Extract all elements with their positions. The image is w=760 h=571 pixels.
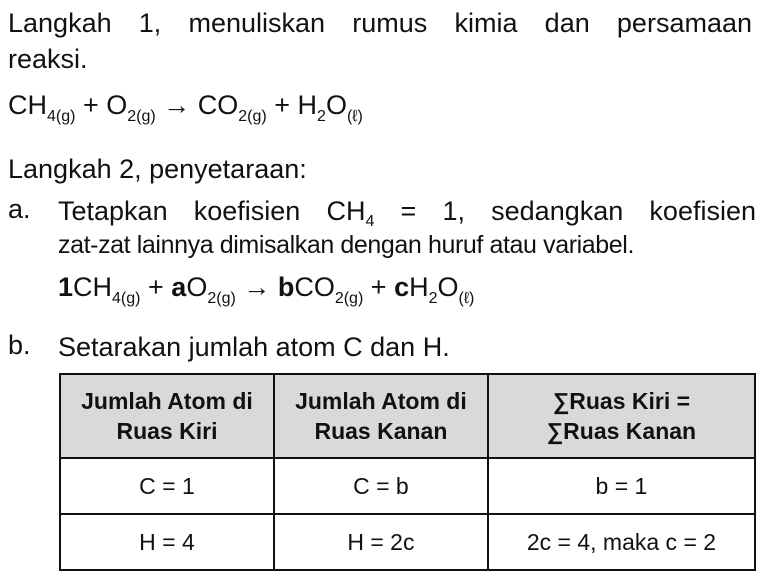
- atom-count-table: [59, 373, 756, 571]
- eq1-ch4: CH: [8, 90, 47, 120]
- table-header-right: [274, 374, 488, 458]
- eq1-o2: O: [106, 90, 128, 120]
- eq2-arrow: →: [243, 272, 271, 302]
- item-a-line2: zat-zat lainnya dimisalkan dengan huruf atau variabel.: [58, 231, 634, 259]
- eq2-h2o-state: (ℓ): [458, 290, 475, 307]
- eq2-h2o-sub2: 2: [428, 290, 438, 307]
- eq2-o2: O: [186, 272, 208, 302]
- step2-title: Langkah 2, penyetaraan:: [8, 154, 307, 184]
- table-cell: b = 1: [488, 458, 755, 514]
- eq1-h2o-sub2: 2: [317, 108, 326, 125]
- eq1-co2-state: 2(g): [238, 108, 267, 125]
- header-right-line2: Ruas Kanan: [314, 418, 448, 444]
- equation-1: [8, 90, 363, 126]
- table-row: [60, 458, 755, 514]
- eq2-coef-1: 1: [58, 272, 74, 302]
- eq1-plus: +: [82, 90, 99, 120]
- table-row: [60, 514, 755, 570]
- table-cell: H = 2c: [274, 514, 488, 570]
- item-a-sub: 4: [365, 213, 375, 230]
- item-a-text-rest: = 1, sedangkan koefisien: [374, 196, 756, 226]
- eq1-o2-state: 2(g): [127, 108, 156, 125]
- step1-line2: reaksi.: [8, 44, 88, 74]
- item-b-text: Setarakan jumlah atom C dan H.: [58, 332, 450, 362]
- item-a-marker: a.: [8, 194, 31, 224]
- eq2-co2: CO: [294, 272, 335, 302]
- header-sum-line1: ∑Ruas Kiri =: [552, 388, 691, 414]
- header-left-line2: Ruas Kiri: [116, 418, 218, 444]
- table-header-left: [60, 374, 274, 458]
- table-cell: H = 4: [60, 514, 274, 570]
- eq1-co2: CO: [197, 90, 239, 120]
- eq2-coef-b: b: [277, 272, 295, 302]
- eq1-h2o-state: (ℓ): [346, 108, 363, 125]
- eq2-h2o-o: O: [437, 272, 459, 302]
- eq2-coef-a: a: [171, 272, 187, 302]
- eq2-ch4-state: 4(g): [112, 290, 141, 307]
- eq2-plus: +: [148, 272, 164, 302]
- eq1-ch4-state: 4(g): [47, 108, 76, 125]
- eq2-o2-state: 2(g): [207, 290, 236, 307]
- eq1-plus-2: +: [274, 90, 291, 120]
- item-a-text: Tetapkan koefisien CH: [58, 196, 366, 226]
- eq1-arrow: →: [163, 90, 191, 120]
- eq2-plus-2: +: [370, 272, 387, 302]
- eq2-h2o-h: H: [409, 272, 429, 302]
- eq1-h2o-h: H: [297, 90, 318, 120]
- item-b-marker: b.: [8, 330, 31, 360]
- table-cell: C = 1: [60, 458, 274, 514]
- header-left-line1: Jumlah Atom di: [81, 388, 253, 414]
- header-right-line1: Jumlah Atom di: [295, 388, 467, 414]
- eq2-ch4: CH: [73, 272, 113, 302]
- table-header-sum: [488, 374, 755, 458]
- eq1-h2o-o: O: [325, 90, 347, 120]
- equation-2: [58, 272, 474, 308]
- table-cell: 2c = 4, maka c = 2: [488, 514, 755, 570]
- table-cell: C = b: [274, 458, 488, 514]
- eq2-co2-state: 2(g): [334, 290, 364, 307]
- table-header-row: [60, 374, 755, 458]
- step1-line1: Langkah 1, menuliskan rumus kimia dan persamaan: [8, 8, 752, 38]
- header-sum-line2: ∑Ruas Kanan: [546, 418, 697, 444]
- eq2-coef-c: c: [394, 272, 410, 302]
